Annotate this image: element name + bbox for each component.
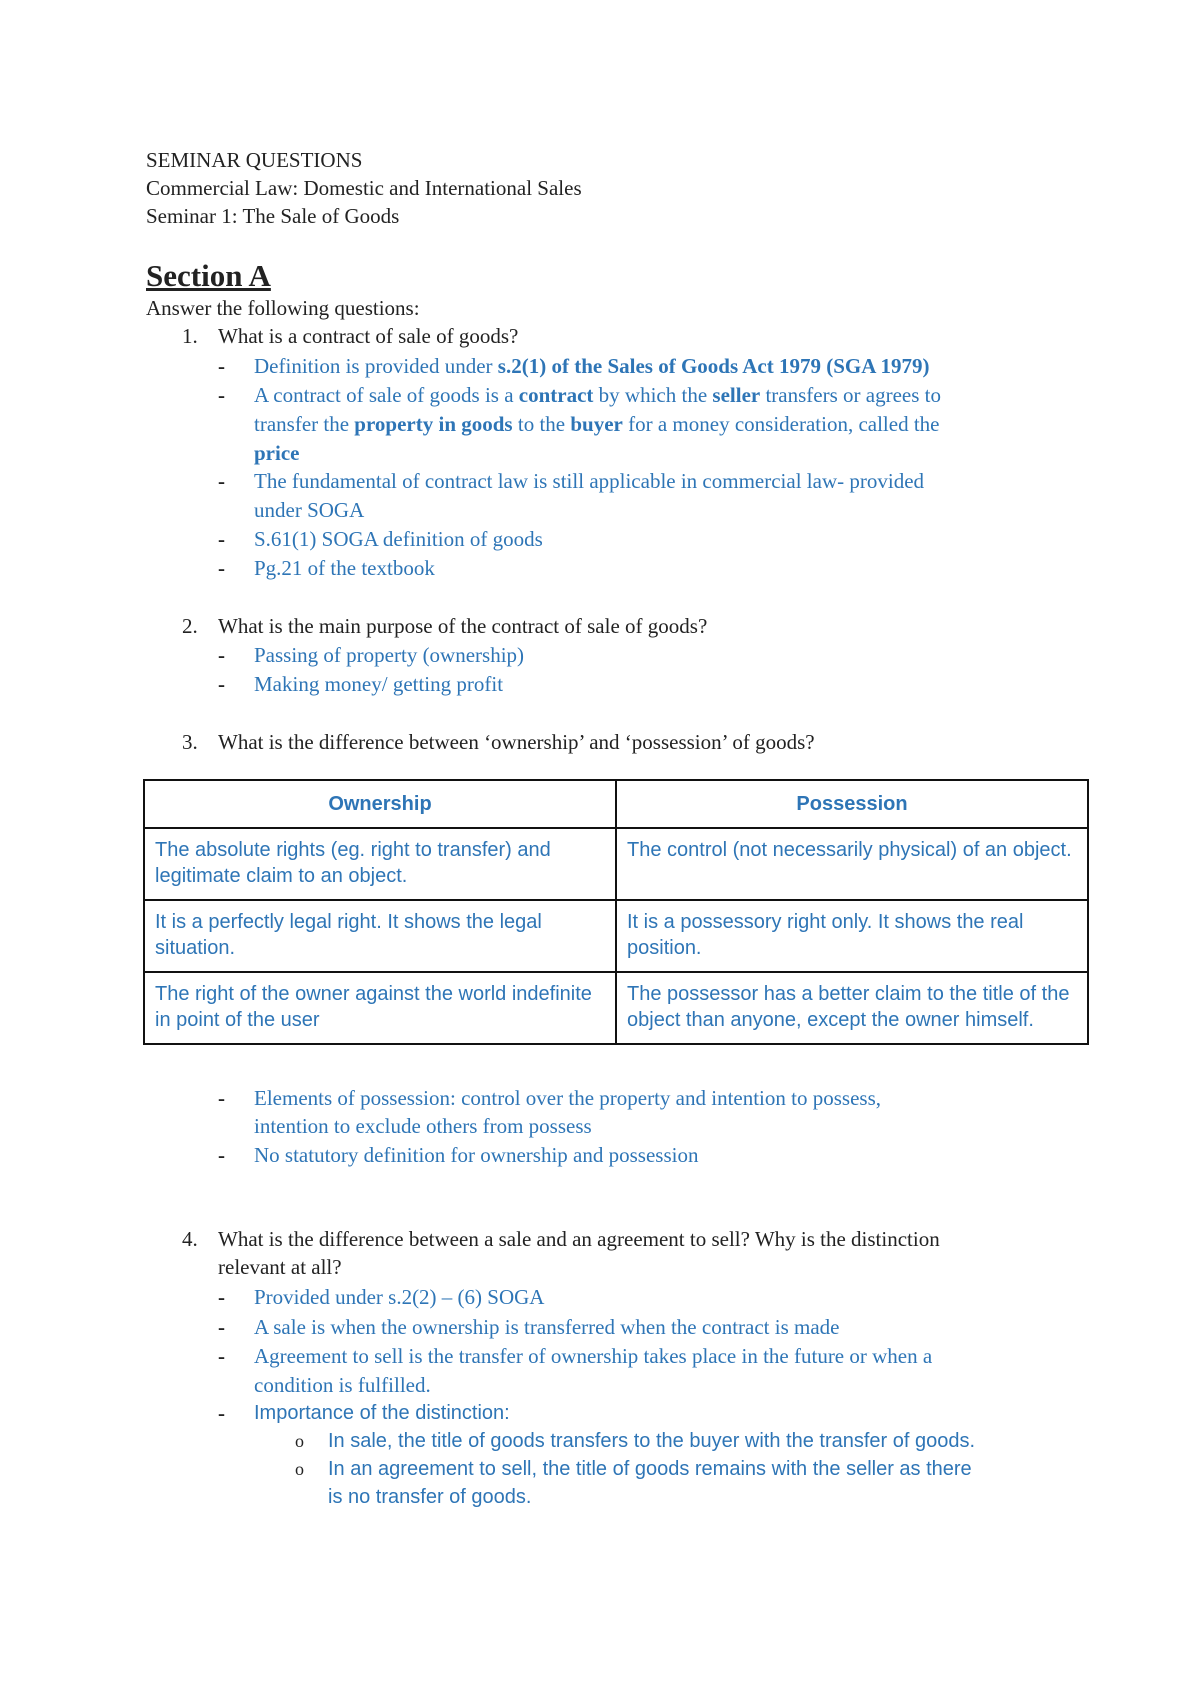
bullet-dash: - bbox=[218, 469, 225, 493]
table-cell: The right of the owner against the world indefinite in point of the user bbox=[144, 972, 616, 1044]
header-course: Commercial Law: Domestic and International Sales bbox=[146, 176, 582, 200]
bullet-dash: - bbox=[218, 1143, 225, 1167]
q4-bullet-1: Provided under s.2(2) – (6) SOGA bbox=[254, 1285, 545, 1309]
table-header-possession: Possession bbox=[616, 780, 1088, 828]
q3-bullet-1-line-2: intention to exclude others from possess bbox=[254, 1114, 592, 1138]
q1-bullet-3-line-1: The fundamental of contract law is still applicable in commercial law- provided bbox=[254, 469, 925, 493]
q1-bullet-1: Definition is provided under s.2(1) of the Sales of Goods Act 1979 (SGA 1979) bbox=[254, 354, 930, 378]
header-title: SEMINAR QUESTIONS bbox=[146, 148, 363, 172]
table-header-ownership: Ownership bbox=[144, 780, 616, 828]
bullet-dash: - bbox=[218, 556, 225, 580]
q4-bullet-3-line-1: Agreement to sell is the transfer of ownership takes place in the future or when a bbox=[254, 1344, 933, 1368]
question-1-number: 1. bbox=[182, 324, 198, 348]
q4-sub-bullet-2-line-1: In an agreement to sell, the title of goods remains with the seller as there bbox=[328, 1458, 972, 1480]
q2-bullet-1: Passing of property (ownership) bbox=[254, 643, 525, 667]
q1-bullet-2-line-3: price bbox=[254, 441, 300, 465]
table-cell: The control (not necessarily physical) of an object. bbox=[616, 828, 1088, 900]
table-cell: It is a possessory right only. It shows the real position. bbox=[616, 900, 1088, 972]
question-3-number: 3. bbox=[182, 730, 198, 754]
q1-bullet-3-line-2: under SOGA bbox=[254, 498, 365, 522]
bullet-dash: - bbox=[218, 1086, 225, 1110]
sub-bullet-circle: o bbox=[295, 1459, 304, 1479]
bullet-dash: - bbox=[218, 383, 225, 407]
question-4-text-line-2: relevant at all? bbox=[218, 1255, 342, 1279]
q1-bullet-2-line-1: A contract of sale of goods is a contract by which the seller transfers or agrees to bbox=[254, 383, 941, 407]
q1-bullet-2-line-2: transfer the property in goods to the buyer for a money consideration, called the bbox=[254, 412, 940, 436]
bullet-dash: - bbox=[218, 1344, 225, 1368]
question-4-number: 4. bbox=[182, 1227, 198, 1251]
table-row bbox=[144, 828, 1088, 900]
q4-sub-bullet-1: In sale, the title of goods transfers to the buyer with the transfer of goods. bbox=[328, 1430, 976, 1452]
table-row bbox=[144, 972, 1088, 1044]
question-4-text-line-1: What is the difference between a sale and an agreement to sell? Why is the distinction bbox=[218, 1227, 940, 1251]
header-seminar: Seminar 1: The Sale of Goods bbox=[146, 204, 400, 228]
ownership-possession-table bbox=[143, 779, 1089, 1045]
q3-bullet-2: No statutory definition for ownership and possession bbox=[254, 1143, 699, 1167]
bullet-dash: - bbox=[218, 672, 225, 696]
q1-bullet-4: S.61(1) SOGA definition of goods bbox=[254, 527, 543, 551]
section-title: Section A bbox=[146, 258, 271, 293]
bullet-dash: - bbox=[218, 1401, 225, 1425]
q4-bullet-4: Importance of the distinction: bbox=[254, 1402, 510, 1424]
q4-sub-bullet-2-line-2: is no transfer of goods. bbox=[328, 1486, 532, 1508]
table-cell: The possessor has a better claim to the title of the object than anyone, except the owner himself. bbox=[616, 972, 1088, 1044]
q4-bullet-2: A sale is when the ownership is transferred when the contract is made bbox=[254, 1315, 840, 1339]
table-header-row bbox=[144, 780, 1088, 828]
sub-bullet-circle: o bbox=[295, 1431, 304, 1451]
bullet-dash: - bbox=[218, 527, 225, 551]
q3-bullet-1-line-1: Elements of possession: control over the property and intention to possess, bbox=[254, 1086, 881, 1110]
question-2-number: 2. bbox=[182, 614, 198, 638]
question-3-text: What is the difference between ‘ownership’ and ‘possession’ of goods? bbox=[218, 730, 815, 754]
intro-text: Answer the following questions: bbox=[146, 296, 420, 320]
bullet-dash: - bbox=[218, 354, 225, 378]
question-1-text: What is a contract of sale of goods? bbox=[218, 324, 519, 348]
q4-bullet-3-line-2: condition is fulfilled. bbox=[254, 1373, 431, 1397]
table-cell: It is a perfectly legal right. It shows the legal situation. bbox=[144, 900, 616, 972]
bullet-dash: - bbox=[218, 1315, 225, 1339]
question-2-text: What is the main purpose of the contract of sale of goods? bbox=[218, 614, 708, 638]
q2-bullet-2: Making money/ getting profit bbox=[254, 672, 504, 696]
bullet-dash: - bbox=[218, 1285, 225, 1309]
q1-bullet-5: Pg.21 of the textbook bbox=[254, 556, 435, 580]
bullet-dash: - bbox=[218, 643, 225, 667]
table-cell: The absolute rights (eg. right to transfer) and legitimate claim to an object. bbox=[144, 828, 616, 900]
table-row bbox=[144, 900, 1088, 972]
